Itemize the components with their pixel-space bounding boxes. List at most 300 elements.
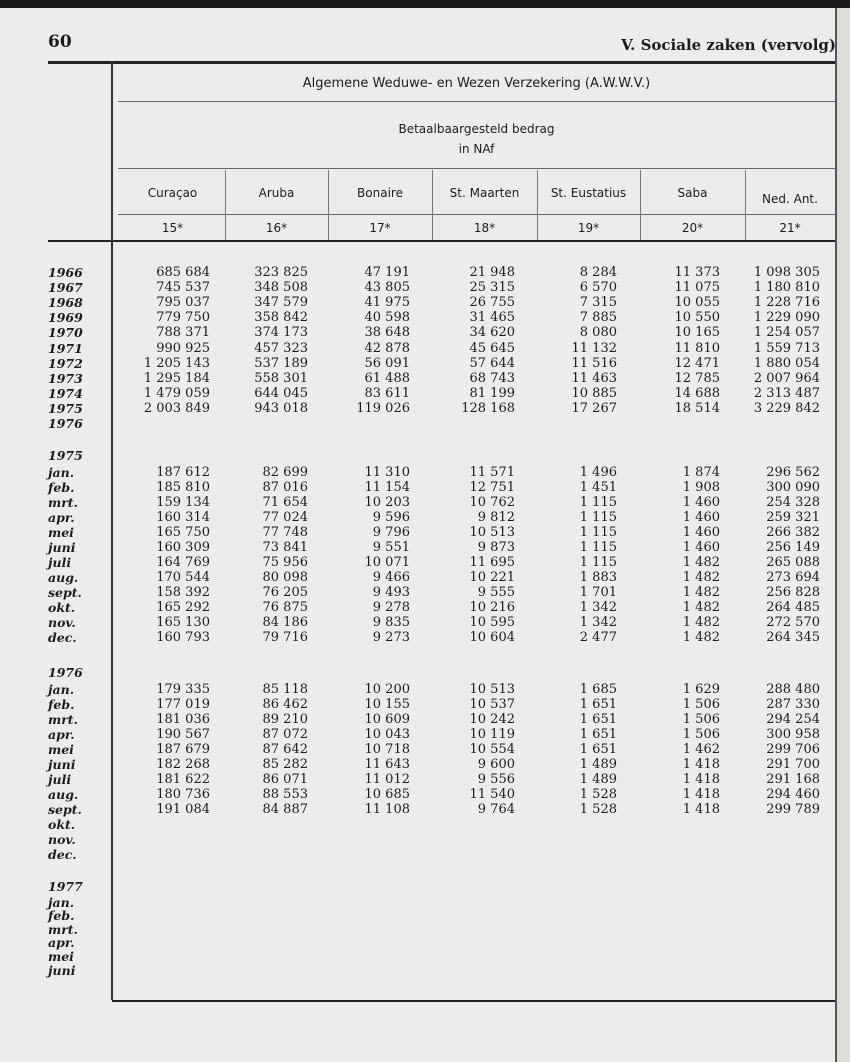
table-cell: 10 595	[469, 615, 515, 630]
table-cell: 1 506	[682, 712, 720, 727]
table-cell: 190 567	[156, 727, 210, 742]
table-cell: 1 098 305	[753, 265, 820, 280]
table-cell: 68 743	[469, 370, 515, 386]
table-cell: 287 330	[766, 697, 820, 712]
table-cell: 273 694	[766, 570, 820, 585]
table-cell: 42 878	[364, 340, 410, 356]
column-number: 17*	[369, 221, 391, 235]
table-cell: 164 769	[156, 555, 210, 570]
table-cell: 779 750	[156, 310, 210, 326]
table-cell: 10 055	[674, 295, 720, 311]
table-cell: 1 496	[579, 465, 617, 480]
table-row	[0, 682, 835, 697]
table-cell: 9 796	[372, 525, 410, 540]
row-label: 1974	[48, 385, 83, 401]
table-cell: 82 699	[262, 465, 308, 480]
table-cell: 180 736	[156, 787, 210, 802]
section-header-row	[0, 448, 835, 463]
table-cell: 77 748	[262, 525, 308, 540]
table-cell: 1 489	[579, 772, 617, 787]
table-cell: 9 273	[372, 630, 410, 645]
table-row	[0, 510, 835, 525]
row-label: jan.	[48, 465, 75, 480]
table-cell: 11 154	[364, 480, 410, 495]
table-cell: 87 072	[262, 727, 308, 742]
table-cell: 11 012	[364, 772, 410, 787]
table-cell: 1 883	[579, 570, 617, 585]
table-row	[0, 416, 835, 431]
table-cell: 347 579	[254, 295, 308, 311]
table-cell: 1 651	[579, 742, 617, 757]
table-cell: 11 075	[674, 280, 720, 296]
table-cell: 1 482	[682, 585, 720, 600]
table-cell: 25 315	[469, 280, 515, 296]
table-cell: 2 007 964	[753, 370, 820, 386]
table-cell: 11 810	[674, 340, 720, 356]
table-row	[0, 310, 835, 325]
top-rule	[48, 61, 835, 64]
table-cell: 81 199	[469, 385, 515, 401]
table-cell: 265 088	[766, 555, 820, 570]
table-cell: 11 373	[674, 265, 720, 280]
table-cell: 21 948	[469, 265, 515, 280]
table-cell: 10 718	[364, 742, 410, 757]
table-cell: 1 460	[682, 540, 720, 555]
table-cell: 165 750	[156, 525, 210, 540]
table-cell: 11 310	[364, 465, 410, 480]
section-year-label: 1976	[48, 665, 83, 680]
table-cell: 1 418	[682, 802, 720, 817]
table-cell: 61 488	[364, 370, 410, 386]
table-cell: 10 604	[469, 630, 515, 645]
table-cell: 374 173	[254, 325, 308, 341]
row-label: mrt.	[48, 495, 78, 510]
row-label: jan.	[48, 682, 75, 697]
table-row	[0, 555, 835, 570]
table-cell: 1 651	[579, 697, 617, 712]
table-cell: 10 155	[364, 697, 410, 712]
table-cell: 87 016	[262, 480, 308, 495]
table-cell: 10 071	[364, 555, 410, 570]
table-cell: 1 482	[682, 600, 720, 615]
table-cell: 1 462	[682, 742, 720, 757]
table-cell: 1 559 713	[753, 340, 820, 356]
table-cell: 256 149	[766, 540, 820, 555]
table-cell: 2 003 849	[143, 400, 210, 416]
table-cell: 291 168	[766, 772, 820, 787]
table-cell: 9 596	[372, 510, 410, 525]
table-cell: 299 789	[766, 802, 820, 817]
table-cell: 10 200	[364, 682, 410, 697]
table-cell: 745 537	[156, 280, 210, 296]
table-cell: 9 278	[372, 600, 410, 615]
table-cell: 299 706	[766, 742, 820, 757]
table-cell: 10 165	[674, 325, 720, 341]
table-row	[0, 963, 835, 978]
table-cell: 84 186	[262, 615, 308, 630]
table-row	[0, 465, 835, 480]
row-label: sept.	[48, 585, 82, 600]
row-label: apr.	[48, 727, 75, 742]
table-cell: 45 645	[469, 340, 515, 356]
table-cell: 788 371	[156, 325, 210, 341]
table-cell: 1 651	[579, 727, 617, 742]
table-cell: 79 716	[262, 630, 308, 645]
table-cell: 177 019	[156, 697, 210, 712]
row-label: juli	[48, 772, 72, 787]
table-cell: 1 460	[682, 525, 720, 540]
table-cell: 76 205	[262, 585, 308, 600]
row-label: mrt.	[48, 921, 78, 937]
table-cell: 1 180 810	[753, 280, 820, 296]
table-cell: 558 301	[254, 370, 308, 386]
table-cell: 181 622	[156, 772, 210, 787]
table-cell: 84 887	[262, 802, 308, 817]
table-cell: 1 418	[682, 757, 720, 772]
table-row	[0, 401, 835, 416]
table-cell: 10 221	[469, 570, 515, 585]
row-label: nov.	[48, 832, 76, 847]
table-cell: 1 460	[682, 495, 720, 510]
table-cell: 1 528	[579, 802, 617, 817]
table-cell: 165 130	[156, 615, 210, 630]
table-cell: 457 323	[254, 340, 308, 356]
row-label: sept.	[48, 802, 82, 817]
table-cell: 291 700	[766, 757, 820, 772]
table-cell: 300 090	[766, 480, 820, 495]
table-cell: 187 612	[156, 465, 210, 480]
table-cell: 943 018	[254, 400, 308, 416]
table-cell: 1 418	[682, 772, 720, 787]
table-cell: 1 229 090	[753, 310, 820, 326]
table-cell: 128 168	[461, 400, 515, 416]
table-cell: 10 609	[364, 712, 410, 727]
table-cell: 1 295 184	[143, 370, 210, 386]
table-cell: 11 571	[469, 465, 515, 480]
table-row	[0, 480, 835, 495]
table-cell: 191 084	[156, 802, 210, 817]
next-page-edge	[835, 8, 850, 1062]
table-row	[0, 570, 835, 585]
row-label: 1966	[48, 265, 83, 280]
table-cell: 644 045	[254, 385, 308, 401]
table-cell: 85 118	[262, 682, 308, 697]
table-cell: 1 342	[579, 600, 617, 615]
table-cell: 1 629	[682, 682, 720, 697]
row-label: dec.	[48, 847, 77, 862]
table-cell: 1 874	[682, 465, 720, 480]
table-cell: 11 516	[571, 355, 617, 371]
row-label: dec.	[48, 630, 77, 645]
table-cell: 358 842	[254, 310, 308, 326]
row-label: 1971	[48, 340, 83, 356]
table-row	[0, 495, 835, 510]
row-label: feb.	[48, 908, 75, 924]
row-label: 1973	[48, 370, 83, 386]
table-cell: 89 210	[262, 712, 308, 727]
row-label: apr.	[48, 935, 75, 951]
page-number: 60	[48, 32, 72, 52]
row-label: 1970	[48, 325, 83, 341]
table-cell: 1 908	[682, 480, 720, 495]
table-cell: 10 762	[469, 495, 515, 510]
row-label: 1967	[48, 280, 83, 296]
table-cell: 10 554	[469, 742, 515, 757]
table-row	[0, 615, 835, 630]
row-label: 1975	[48, 400, 83, 416]
table-cell: 1 880 054	[753, 355, 820, 371]
table-row	[0, 832, 835, 847]
table-cell: 9 812	[477, 510, 515, 525]
table-cell: 6 570	[579, 280, 617, 296]
table-cell: 1 205 143	[143, 355, 210, 371]
table-cell: 86 462	[262, 697, 308, 712]
row-label: apr.	[48, 510, 75, 525]
row-label: nov.	[48, 615, 76, 630]
table-cell: 14 688	[674, 385, 720, 401]
table-cell: 75 956	[262, 555, 308, 570]
column-number: 16*	[265, 221, 288, 235]
running-head: V. Sociale zaken (vervolg)	[621, 36, 836, 54]
table-cell: 11 108	[364, 802, 410, 817]
table-cell: 160 793	[156, 630, 210, 645]
table-cell: 300 958	[766, 727, 820, 742]
table-cell: 264 485	[766, 600, 820, 615]
table-cell: 2 313 487	[753, 385, 820, 401]
table-cell: 9 764	[477, 802, 515, 817]
table-row	[0, 847, 835, 862]
row-label: mei	[48, 742, 74, 757]
table-cell: 83 611	[364, 385, 410, 401]
table-cell: 88 553	[262, 787, 308, 802]
table-row	[0, 757, 835, 772]
table-row	[0, 525, 835, 540]
table-cell: 10 242	[469, 712, 515, 727]
table-cell: 57 644	[469, 355, 515, 371]
table-cell: 10 119	[469, 727, 515, 742]
table-cell: 1 506	[682, 697, 720, 712]
table-row	[0, 585, 835, 600]
table-cell: 158 392	[156, 585, 210, 600]
table-cell: 181 036	[156, 712, 210, 727]
column-header: Ned. Ant.	[762, 192, 818, 206]
table-row	[0, 356, 835, 371]
table-cell: 10 537	[469, 697, 515, 712]
column-number: 21*	[779, 221, 801, 235]
table-cell: 10 216	[469, 600, 515, 615]
section-year-label: 1975	[48, 448, 83, 463]
table-cell: 9 556	[477, 772, 515, 787]
table-cell: 87 642	[262, 742, 308, 757]
column-header: Bonaire	[357, 186, 403, 200]
table-cell: 1 506	[682, 727, 720, 742]
section-header-row	[0, 665, 835, 680]
bottom-rule	[112, 1000, 835, 1002]
table-cell: 9 873	[477, 540, 515, 555]
table-cell: 1 115	[579, 555, 617, 570]
header-bottom-rule	[48, 240, 835, 242]
column-header: St. Eustatius	[550, 186, 627, 200]
table-cell: 56 091	[364, 355, 410, 371]
table-cell: 170 544	[156, 570, 210, 585]
table-cell: 1 115	[579, 495, 617, 510]
table-cell: 10 513	[469, 525, 515, 540]
table-cell: 990 925	[156, 340, 210, 356]
column-header: Aruba	[258, 186, 295, 200]
table-cell: 11 463	[571, 370, 617, 386]
column-number: 18*	[473, 221, 496, 235]
table-cell: 9 493	[372, 585, 410, 600]
table-cell: 43 805	[364, 280, 410, 296]
row-label: juli	[48, 555, 72, 570]
table-cell: 259 321	[766, 510, 820, 525]
column-number: 15*	[161, 221, 184, 235]
table-subtitle-2: in NAf	[458, 142, 495, 156]
table-cell: 10 685	[364, 787, 410, 802]
table-cell: 1 254 057	[753, 325, 820, 341]
rule-under-title	[118, 101, 835, 102]
table-cell: 7 315	[579, 295, 617, 311]
table-cell: 11 643	[364, 757, 410, 772]
table-cell: 294 254	[766, 712, 820, 727]
row-label: 1976	[48, 416, 83, 431]
table-cell: 11 695	[469, 555, 515, 570]
table-cell: 537 189	[254, 355, 308, 371]
table-cell: 1 482	[682, 630, 720, 645]
table-cell: 9 555	[477, 585, 515, 600]
table-cell: 1 685	[579, 682, 617, 697]
row-label: mei	[48, 525, 74, 540]
table-cell: 1 482	[682, 570, 720, 585]
table-cell: 85 282	[262, 757, 308, 772]
table-cell: 17 267	[571, 400, 617, 416]
table-cell: 31 465	[469, 310, 515, 326]
table-row	[0, 325, 835, 340]
table-cell: 7 885	[579, 310, 617, 326]
table-cell: 294 460	[766, 787, 820, 802]
table-cell: 71 654	[262, 495, 308, 510]
column-header: Saba	[677, 186, 708, 200]
table-row	[0, 817, 835, 832]
table-cell: 26 755	[469, 295, 515, 311]
table-cell: 1 479 059	[143, 385, 210, 401]
table-row	[0, 802, 835, 817]
row-label: mrt.	[48, 712, 78, 727]
table-cell: 323 825	[254, 265, 308, 280]
table-cell: 12 751	[469, 480, 515, 495]
table-cell: 1 228 716	[753, 295, 820, 311]
table-row	[0, 742, 835, 757]
section-header-row	[0, 879, 835, 894]
table-cell: 288 480	[766, 682, 820, 697]
table-row	[0, 787, 835, 802]
row-label: 1968	[48, 295, 83, 311]
table-cell: 34 620	[469, 325, 515, 341]
table-cell: 1 115	[579, 525, 617, 540]
table-cell: 18 514	[674, 400, 720, 416]
table-cell: 179 335	[156, 682, 210, 697]
table-cell: 8 284	[579, 265, 617, 280]
table-cell: 8 080	[579, 325, 617, 341]
table-cell: 10 513	[469, 682, 515, 697]
table-row	[0, 630, 835, 645]
section-year-label: 1977	[48, 879, 83, 894]
row-label: aug.	[48, 570, 79, 585]
table-cell: 254 328	[766, 495, 820, 510]
column-header: St. Maarten	[449, 186, 520, 200]
column-header: Curaçao	[147, 186, 198, 200]
table-cell: 80 098	[262, 570, 308, 585]
table-cell: 10 550	[674, 310, 720, 326]
table-row	[0, 697, 835, 712]
table-cell: 1 115	[579, 510, 617, 525]
table-cell: 40 598	[364, 310, 410, 326]
table-cell: 3 229 842	[753, 400, 820, 416]
row-label: mei	[48, 949, 74, 964]
table-cell: 1 342	[579, 615, 617, 630]
table-cell: 1 701	[579, 585, 617, 600]
table-cell: 119 026	[356, 400, 410, 416]
table-cell: 1 489	[579, 757, 617, 772]
table-cell: 1 528	[579, 787, 617, 802]
row-label: feb.	[48, 480, 75, 495]
table-row	[0, 540, 835, 555]
row-label: aug.	[48, 787, 79, 802]
table-cell: 73 841	[262, 540, 308, 555]
table-cell: 1 651	[579, 712, 617, 727]
row-label: okt.	[48, 600, 76, 615]
table-row	[0, 295, 835, 310]
table-cell: 10 043	[364, 727, 410, 742]
table-cell: 182 268	[156, 757, 210, 772]
table-cell: 1 451	[579, 480, 617, 495]
table-cell: 1 115	[579, 540, 617, 555]
table-cell: 795 037	[156, 295, 210, 311]
table-cell: 160 314	[156, 510, 210, 525]
table-row	[0, 341, 835, 356]
table-cell: 348 508	[254, 280, 308, 296]
table-cell: 77 024	[262, 510, 308, 525]
table-cell: 10 885	[571, 385, 617, 401]
row-label: 1969	[48, 310, 83, 326]
table-cell: 12 785	[674, 370, 720, 386]
table-cell: 38 648	[364, 325, 410, 341]
table-cell: 11 540	[469, 787, 515, 802]
column-number: 19*	[577, 221, 600, 235]
table-cell: 9 835	[372, 615, 410, 630]
table-cell: 266 382	[766, 525, 820, 540]
table-cell: 159 134	[156, 495, 210, 510]
table-cell: 187 679	[156, 742, 210, 757]
table-cell: 264 345	[766, 630, 820, 645]
table-row	[0, 600, 835, 615]
row-label: okt.	[48, 817, 76, 832]
table-cell: 1 460	[682, 510, 720, 525]
table-cell: 160 309	[156, 540, 210, 555]
table-cell: 47 191	[364, 265, 410, 280]
table-cell: 1 482	[682, 615, 720, 630]
table-cell: 1 418	[682, 787, 720, 802]
row-label: feb.	[48, 697, 75, 712]
table-cell: 256 828	[766, 585, 820, 600]
table-row	[0, 265, 835, 280]
table-row	[0, 727, 835, 742]
table-cell: 86 071	[262, 772, 308, 787]
table-cell: 12 471	[674, 355, 720, 371]
row-label: 1972	[48, 355, 83, 371]
table-row	[0, 371, 835, 386]
table-cell: 165 292	[156, 600, 210, 615]
